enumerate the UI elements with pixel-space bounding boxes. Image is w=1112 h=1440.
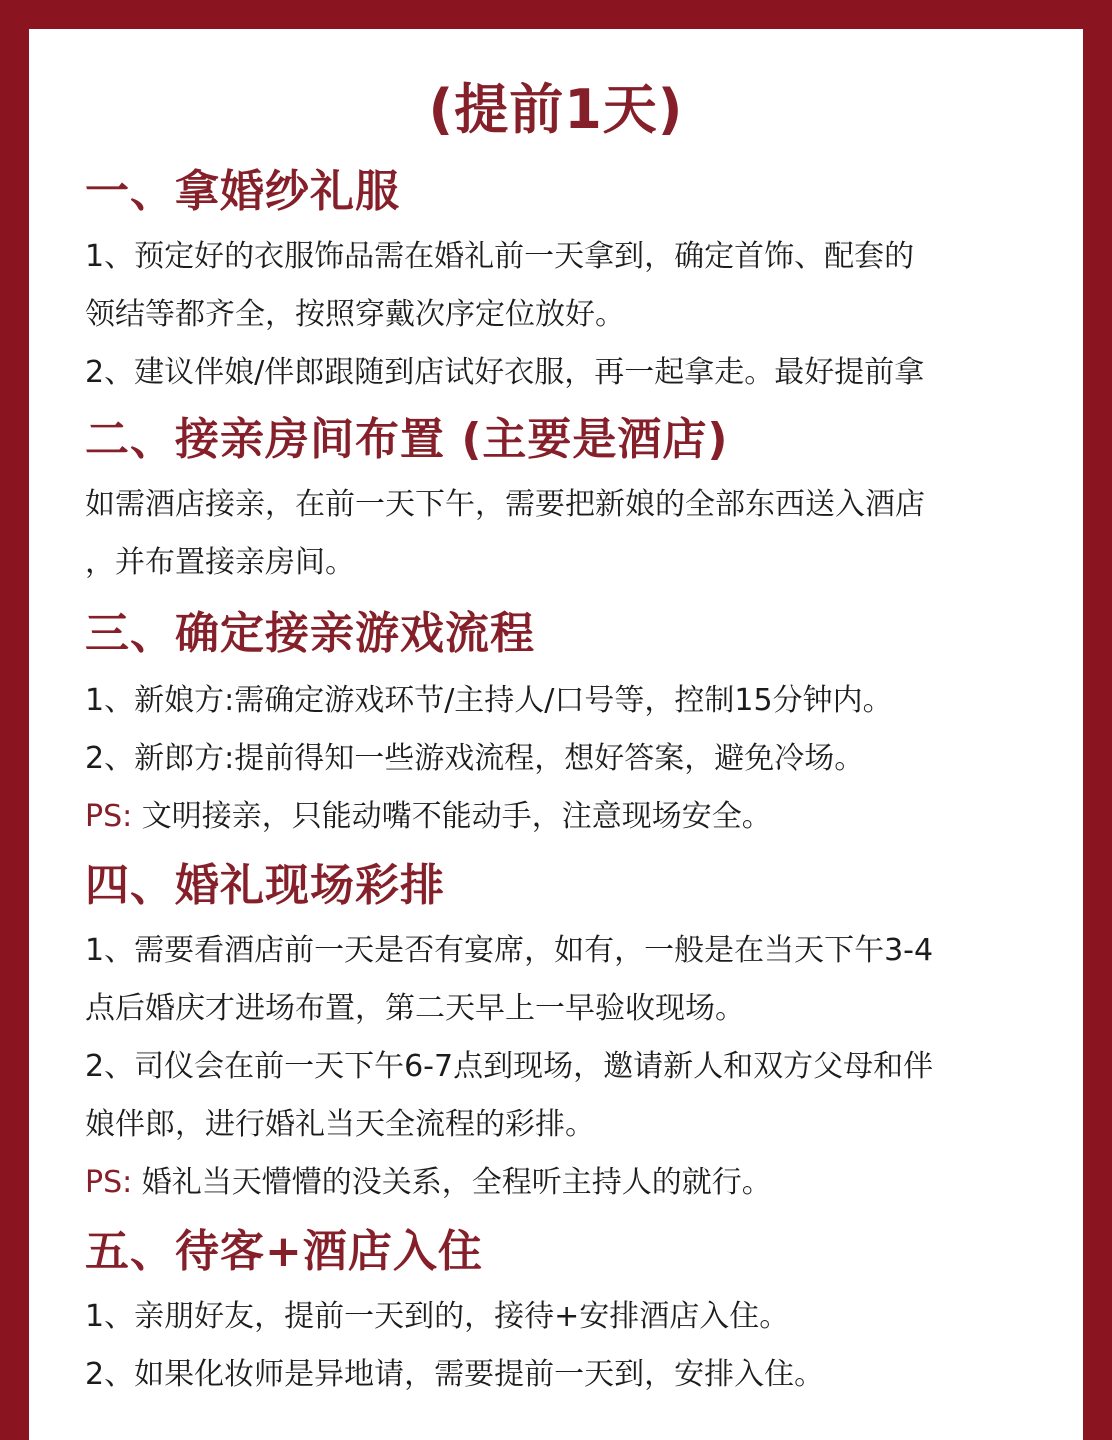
section-4-line-4: 娘伴郎，进行婚礼当天全流程的彩排。 [85, 1107, 595, 1142]
section-4-ps [85, 1154, 1083, 1212]
ps-label: PS: [85, 1165, 133, 1200]
section-5-line-2: 2、如果化妆师是异地请，需要提前一天到，安排入住。 [85, 1357, 825, 1392]
ps-text: 婚礼当天懵懵的没关系，全程听主持人的就行。 [132, 1165, 772, 1200]
section-4-line-1: 1、需要看酒店前一天是否有宴席，如有，一般是在当天下午3-4 [85, 933, 934, 968]
section-heading-5: 五、待客+酒店入住 [85, 1226, 483, 1277]
section-heading-2: 二、接亲房间布置 (主要是酒店) [85, 414, 729, 465]
section-heading-4: 四、婚礼现场彩排 [85, 860, 445, 911]
section-5-line-1: 1、亲朋好友，提前一天到的，接待+安排酒店入住。 [85, 1299, 790, 1334]
article-card [29, 29, 1083, 1440]
ps-label: PS: [85, 799, 133, 834]
section-4-line-3: 2、司仪会在前一天下午6-7点到现场，邀请新人和双方父母和伴 [85, 1049, 934, 1084]
section-1-line-3: 2、建议伴娘/伴郎跟随到店试好衣服，再一起拿走。最好提前拿 [85, 355, 925, 390]
section-heading-3: 三、确定接亲游戏流程 [85, 608, 535, 659]
section-1-line-2: 领结等都齐全，按照穿戴次序定位放好。 [85, 297, 625, 332]
ps-text: 文明接亲，只能动嘴不能动手，注意现场安全。 [132, 799, 772, 834]
section-3-ps [85, 788, 1083, 846]
section-2-line-2: ，并布置接亲房间。 [85, 545, 355, 580]
section-2-line-1: 如需酒店接亲，在前一天下午，需要把新娘的全部东西送入酒店 [85, 487, 925, 522]
section-heading-1: 一、拿婚纱礼服 [85, 166, 400, 217]
section-3-line-2: 2、新郎方:提前得知一些游戏流程，想好答案，避免冷场。 [85, 741, 865, 776]
section-4-line-2: 点后婚庆才进场布置，第二天早上一早验收现场。 [85, 991, 745, 1026]
page-title: (提前1天) [428, 78, 684, 141]
section-3-line-1: 1、新娘方:需确定游戏环节/主持人/口号等，控制15分钟内。 [85, 683, 893, 718]
section-1-line-1: 1、预定好的衣服饰品需在婚礼前一天拿到，确定首饰、配套的 [85, 239, 915, 274]
